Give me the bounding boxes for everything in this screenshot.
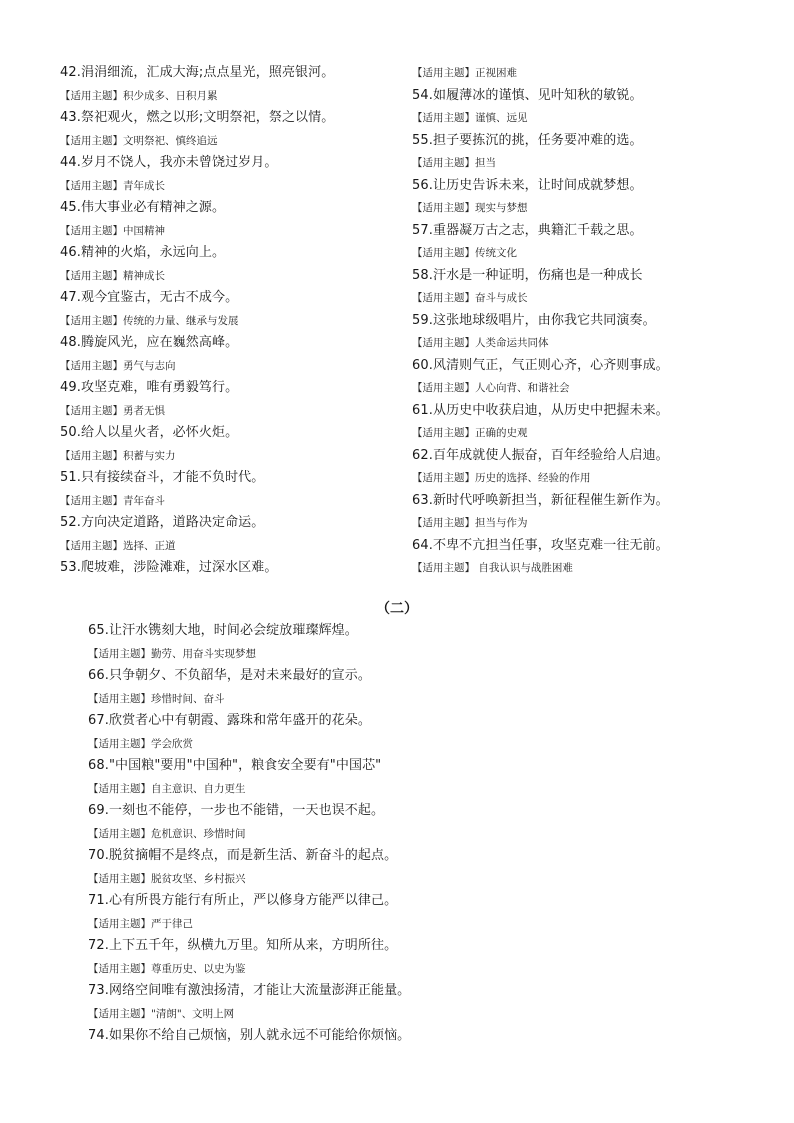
quote-line: 55.担子要拣沉的挑，任务要冲难的选。: [412, 132, 643, 148]
theme-line: 【适用主题】中国精神: [60, 224, 165, 237]
right-column: [412, 62, 752, 580]
quote-line: 74.如果你不给自己烦恼，别人就永远不可能给你烦恼。: [88, 1028, 411, 1043]
quote-line: 61.从历史中收获启迪，从历史中把握未来。: [412, 402, 669, 418]
quote-line: 48.腾旋风光，应在巍然高峰。: [60, 335, 239, 350]
quote-line: 64.不卑不亢担当任事，攻坚克难一往无前。: [412, 537, 669, 553]
quote-line: 66.只争朝夕、不负韶华，是对未来最好的宣示。: [88, 668, 371, 683]
theme-line: 【适用主题】正视困难: [412, 67, 517, 79]
quote-line: 46.精神的火焰，永远向上。: [60, 245, 226, 260]
quote-line: 60.风清则气正，气正则心齐，心齐则事成。: [412, 357, 669, 373]
quote-line: 59.这张地球级唱片，由你我它共同演奏。: [412, 312, 656, 328]
theme-line: 【适用主题】 自我认识与战胜困难: [412, 562, 573, 574]
quote-line: 50.给人以星火者，必怀火炬。: [60, 425, 239, 440]
theme-line: 【适用主题】奋斗与成长: [412, 292, 528, 304]
quote-line: 63.新时代呼唤新担当，新征程催生新作为。: [412, 492, 669, 508]
theme-line: 【适用主题】危机意识、珍惜时间: [88, 827, 246, 840]
theme-line: 【适用主题】严于律己: [88, 917, 193, 930]
left-column: [60, 62, 400, 580]
quote-line: 68."中国粮"要用"中国种"，粮食安全要有"中国芯": [88, 758, 382, 773]
quote-line: 52.方向决定道路，道路决定命运。: [60, 515, 265, 530]
bottom-column: [88, 620, 708, 1048]
theme-line: 【适用主题】传统的力量、继承与发展: [60, 314, 239, 327]
quote-line: 49.攻坚克难，唯有勇毅笃行。: [60, 380, 239, 395]
quote-line: 53.爬坡难，涉险滩难，过深水区难。: [60, 560, 278, 575]
quote-line: 71.心有所畏方能行有所止，严以修身方能严以律己。: [88, 893, 398, 908]
quote-line: 62.百年成就使人振奋，百年经验给人启迪。: [412, 447, 669, 463]
theme-line: 【适用主题】传统文化: [412, 247, 517, 259]
quote-line: 45.伟大事业必有精神之源。: [60, 200, 226, 215]
theme-line: 【适用主题】青年奋斗: [60, 494, 165, 507]
quote-line: 69.一刻也不能停，一步也不能错，一天也误不起。: [88, 803, 385, 818]
theme-line: 【适用主题】勇者无惧: [60, 404, 165, 417]
quote-line: 57.重器凝万古之志，典籍汇千载之思。: [412, 222, 643, 238]
theme-line: 【适用主题】自主意识、自力更生: [88, 782, 246, 795]
theme-line: 【适用主题】人心向背、和谐社会: [412, 382, 570, 394]
theme-line: 【适用主题】正确的史观: [412, 427, 528, 439]
theme-line: 【适用主题】人类命运共同体: [412, 337, 549, 349]
quote-line: 56.让历史告诉未来，让时间成就梦想。: [412, 177, 643, 193]
theme-line: 【适用主题】脱贫攻坚、乡村振兴: [88, 872, 246, 885]
theme-line: 【适用主题】担当与作为: [412, 517, 528, 529]
theme-line: 【适用主题】精神成长: [60, 269, 165, 282]
theme-line: 【适用主题】勇气与志向: [60, 359, 176, 372]
quote-line: 44.岁月不饶人，我亦未曾饶过岁月。: [60, 155, 278, 170]
quote-line: 47.观今宜鉴古，无古不成今。: [60, 290, 239, 305]
quote-line: 73.网络空间唯有激浊扬清，才能让大流量澎湃正能量。: [88, 983, 411, 998]
theme-line: 【适用主题】珍惜时间、奋斗: [88, 692, 225, 705]
theme-line: 【适用主题】积蓄与实力: [60, 449, 176, 462]
theme-line: 【适用主题】历史的选择、经验的作用: [412, 472, 591, 484]
quote-line: 72.上下五千年，纵横九万里。知所从来，方明所往。: [88, 938, 398, 953]
theme-line: 【适用主题】担当: [412, 157, 496, 169]
theme-line: 【适用主题】勤劳、用奋斗实现梦想: [88, 647, 256, 660]
theme-line: 【适用主题】积少成多、日积月累: [60, 89, 218, 102]
quote-line: 51.只有接续奋斗，才能不负时代。: [60, 470, 265, 485]
theme-line: 【适用主题】选择、正道: [60, 539, 176, 552]
section-title: （二）: [376, 601, 418, 617]
quote-line: 54.如履薄冰的谨慎、见叶知秋的敏锐。: [412, 87, 643, 103]
theme-line: 【适用主题】尊重历史、以史为鉴: [88, 962, 246, 975]
theme-line: 【适用主题】青年成长: [60, 179, 165, 192]
theme-line: 【适用主题】"清朗"、文明上网: [88, 1007, 235, 1020]
quote-line: 43.祭祀观火，燃之以形;文明祭祀，祭之以情。: [60, 110, 335, 125]
quote-line: 58.汗水是一种证明，伤痛也是一种成长: [412, 267, 643, 283]
theme-line: 【适用主题】现实与梦想: [412, 202, 528, 214]
theme-line: 【适用主题】学会欣赏: [88, 737, 193, 750]
quote-line: 70.脱贫摘帽不是终点，而是新生活、新奋斗的起点。: [88, 848, 398, 863]
theme-line: 【适用主题】文明祭祀、慎终追远: [60, 134, 218, 147]
quote-line: 67.欣赏者心中有朝霞、露珠和常年盛开的花朵。: [88, 713, 371, 728]
theme-line: 【适用主题】谨慎、远见: [412, 112, 528, 124]
quote-line: 42.涓涓细流，汇成大海;点点星光，照亮银河。: [60, 65, 335, 80]
quote-line: 65.让汗水镌刻大地，时间必会绽放璀璨辉煌。: [88, 623, 358, 638]
